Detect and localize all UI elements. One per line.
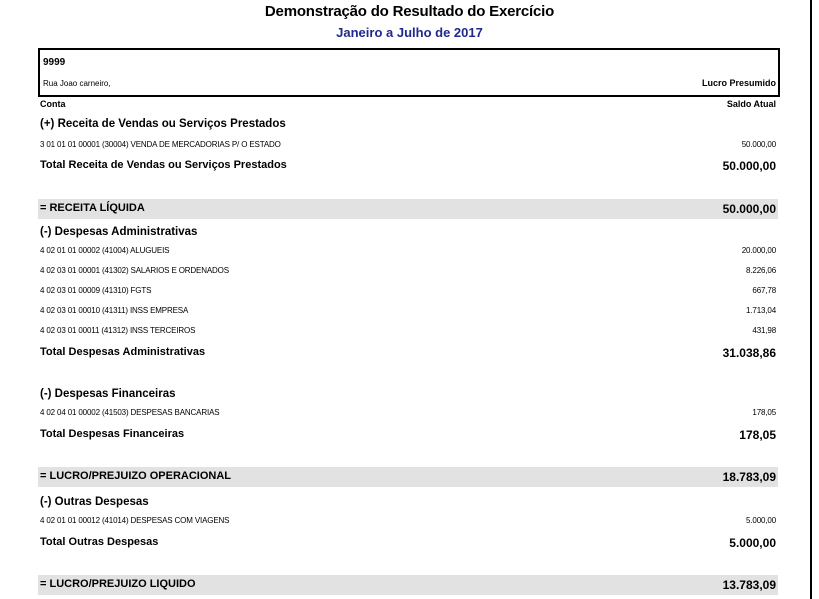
account-label: 4 02 01 01 00002 (41004) ALUGUEIS <box>40 246 170 255</box>
column-balance-header: Saldo Atual <box>726 99 776 109</box>
account-row <box>38 516 778 528</box>
result-row-receita-liquida <box>38 199 778 219</box>
account-label: 4 02 04 01 00002 (41503) DESPESAS BANCARIAS <box>40 408 220 417</box>
tax-regime: Lucro Presumido <box>701 78 776 88</box>
result-value: 18.783,09 <box>722 470 776 484</box>
account-row <box>38 140 778 152</box>
result-row-lucro-liquido <box>38 575 778 595</box>
report-title: Demonstração do Resultado do Exercício <box>264 3 555 20</box>
result-row-lucro-operacional <box>38 467 778 487</box>
account-value: 667,78 <box>752 286 776 295</box>
account-label: 4 02 03 01 00011 (41312) INSS TERCEIROS <box>40 326 196 335</box>
total-row-outras-despesas <box>38 536 778 552</box>
total-value: 31.038,86 <box>722 346 776 360</box>
account-value: 431,98 <box>752 326 776 335</box>
group-title-despesas-administrativas <box>38 226 778 242</box>
account-value: 1.713,04 <box>746 306 776 315</box>
company-header-box <box>38 48 780 97</box>
result-label: = RECEITA LÍQUIDA <box>40 202 145 214</box>
account-value: 5.000,00 <box>746 516 776 525</box>
total-row-receita <box>38 159 778 175</box>
group-title-label: (-) Outras Despesas <box>40 496 149 508</box>
account-value: 178,05 <box>752 408 776 417</box>
result-label: = LUCRO/PREJUIZO OPERACIONAL <box>40 470 231 482</box>
column-account-header: Conta <box>40 99 66 109</box>
result-label: = LUCRO/PREJUIZO LIQUIDO <box>40 578 196 590</box>
group-title-label: (-) Despesas Financeiras <box>40 388 176 400</box>
account-row <box>38 408 778 420</box>
total-label: Total Despesas Financeiras <box>40 428 185 440</box>
account-value: 8.226,06 <box>746 266 776 275</box>
total-value: 178,05 <box>739 428 776 442</box>
page-right-border <box>810 0 812 599</box>
account-row <box>38 266 778 278</box>
group-title-receita <box>38 118 778 134</box>
company-code: 9999 <box>43 57 66 68</box>
account-value: 20.000,00 <box>741 246 776 255</box>
total-label: Total Despesas Administrativas <box>40 346 206 358</box>
group-title-label: (+) Receita de Vendas ou Serviços Prestados <box>40 118 286 130</box>
company-address: Rua Joao carneiro, <box>43 79 111 88</box>
account-value: 50.000,00 <box>741 140 776 149</box>
result-value: 50.000,00 <box>722 202 776 216</box>
total-value: 50.000,00 <box>722 159 776 173</box>
account-label: 4 02 03 01 00009 (41310) FGTS <box>40 286 152 295</box>
result-value: 13.783,09 <box>722 578 776 592</box>
total-row-despesas-administrativas <box>38 346 778 362</box>
column-header-row <box>38 99 778 111</box>
account-row <box>38 326 778 338</box>
total-value: 5.000,00 <box>729 536 776 550</box>
group-title-despesas-financeiras <box>38 388 778 404</box>
account-label: 4 02 03 01 00001 (41302) SALARIOS E ORDENADOS <box>40 266 229 275</box>
group-title-label: (-) Despesas Administrativas <box>40 226 198 238</box>
report-period: Janeiro a Julho de 2017 <box>336 25 483 40</box>
account-row <box>38 246 778 258</box>
total-row-despesas-financeiras <box>38 428 778 444</box>
account-label: 3 01 01 01 00001 (30004) VENDA DE MERCADORIAS P/ O ESTADO <box>40 140 281 149</box>
account-label: 4 02 01 01 00012 (41014) DESPESAS COM VIAGENS <box>40 516 230 525</box>
total-label: Total Receita de Vendas ou Serviços Prestados <box>40 159 287 171</box>
account-row <box>38 306 778 318</box>
total-label: Total Outras Despesas <box>40 536 159 548</box>
account-label: 4 02 03 01 00010 (41311) INSS EMPRESA <box>40 306 189 315</box>
account-row <box>38 286 778 298</box>
group-title-outras-despesas <box>38 496 778 512</box>
